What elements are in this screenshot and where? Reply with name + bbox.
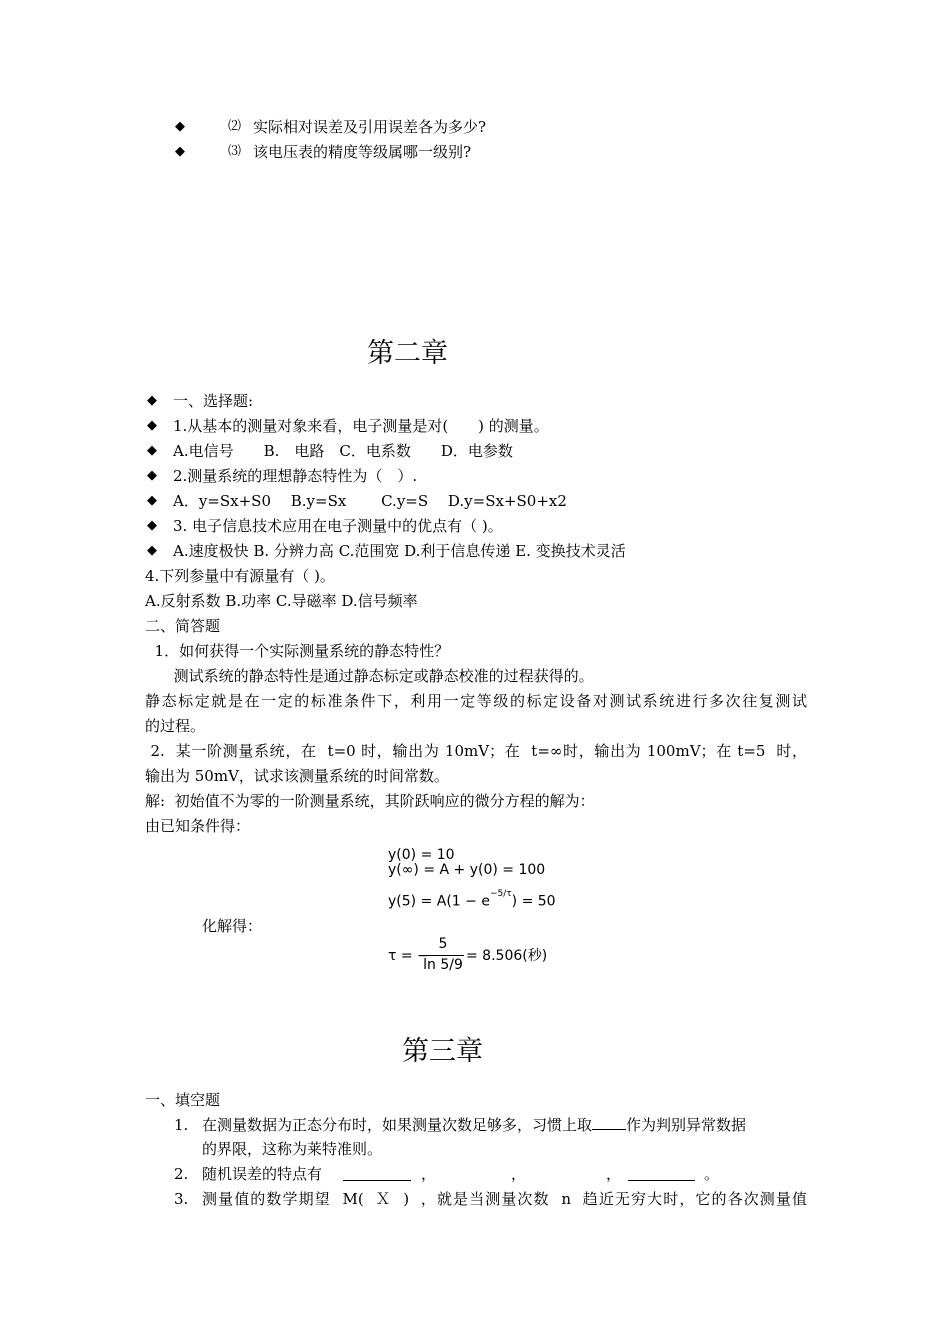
section-heading: 二、简答题: [145, 617, 221, 635]
bullet-diamond-icon: ◆: [147, 443, 157, 458]
item-number: 2.: [174, 1165, 189, 1183]
bullet-diamond-icon: ◆: [147, 518, 157, 533]
chapter-2-title: 第二章: [367, 338, 448, 369]
tau-denominator: ln 5/9: [423, 957, 463, 973]
period: 。: [704, 1165, 720, 1183]
item-text: 的界限，这称为莱特准则。: [202, 1140, 383, 1158]
item-text: 实际相对误差及引用误差各为多少?: [253, 118, 487, 136]
section-heading: 一、填空题: [145, 1091, 221, 1109]
item-text: 该电压表的精度等级属哪一级别?: [253, 143, 472, 161]
equation-3: [388, 889, 556, 911]
paragraph-line: 输出为 50mV，试求该测量系统的时间常数。: [145, 767, 449, 785]
answer-text: 测试系统的静态特性是通过静态标定或静态校准的过程获得的。: [145, 667, 594, 685]
item-number: 3.: [174, 1190, 189, 1208]
tau-lhs: τ = −: [388, 948, 429, 964]
bullet-diamond-icon: ◆: [175, 119, 185, 134]
comma: ，: [421, 1165, 437, 1183]
bullet-diamond-icon: ◆: [147, 493, 157, 508]
solution-line: 解: 初始值不为零的一阶测量系统，其阶跃响应的微分方程的解为：: [145, 792, 595, 810]
paragraph-line: 的过程。: [145, 717, 206, 735]
fill-blank[interactable]: [592, 1115, 626, 1130]
chapter-3-title: 第三章: [402, 1036, 483, 1067]
item-number: ⑵: [228, 119, 242, 134]
paragraph-line: 静态标定就是在一定的标准条件下，利用一定等级的标定设备对测试系统进行多次往复测试: [145, 692, 807, 710]
comma: ，: [511, 1165, 527, 1183]
item-text: [202, 1115, 746, 1135]
condition-line: 由已知条件得：: [145, 817, 251, 835]
equation-3-part: ) = 50: [511, 893, 556, 910]
equation-1: y(0) = 10: [388, 847, 455, 863]
choice-line: 1.从基本的测量对象来看，电子测量是对( ) 的测量。: [173, 417, 549, 435]
choice-line: A．y=Sx+S0 B.y=Sx C.y=S D.y=Sx+S0+x2: [173, 492, 567, 510]
tau-rhs: = 8.506(秒): [466, 948, 548, 964]
short-question-1: 1．如何获得一个实际测量系统的静态特性？: [145, 642, 450, 660]
item-number: ⑶: [228, 144, 242, 159]
choice-line: 一、选择题:: [173, 392, 254, 410]
item-text-part: 作为判别异常数据: [626, 1116, 747, 1134]
choice-line: A.速度极快 B. 分辨力高 C.范围宽 D.利于信息传递 E. 变换技术灵活: [173, 542, 626, 560]
tau-numerator: 5: [438, 936, 448, 952]
bullet-diamond-icon: ◆: [175, 144, 185, 159]
bullet-diamond-icon: ◆: [147, 543, 157, 558]
question-4: 4.下列参量中有源量有（ )。: [145, 567, 335, 585]
equation-3-exponent: −5/τ: [489, 889, 512, 899]
item-text: 测量值的数学期望 M( Ｘ ) ，就是当测量次数 n 趋近无穷大时，它的各次测量值: [202, 1190, 807, 1208]
item-text: 随机误差的特点有: [202, 1165, 323, 1183]
bullet-diamond-icon: ◆: [147, 393, 157, 408]
question-4-options: A.反射系数 B.功率 C.导磁率 D.信号频率: [145, 592, 418, 610]
fill-blank[interactable]: [628, 1166, 695, 1181]
short-question-2: 2. 某一阶测量系统，在 t=0 时，输出为 10mV；在 t=∞时，输出为 100mV；在 t=5 时，: [145, 742, 807, 760]
comma: ，: [606, 1165, 622, 1183]
equation-3-part: y(5) = A(1 − e: [388, 893, 490, 910]
fill-blank[interactable]: [343, 1166, 411, 1181]
choice-line: A.电信号 B. 电路 C．电系数 D．电参数: [173, 442, 513, 460]
bullet-diamond-icon: ◆: [147, 468, 157, 483]
item-number: 1.: [174, 1116, 189, 1134]
choice-line: 3. 电子信息技术应用在电子测量中的优点有（ )。: [173, 517, 503, 535]
bullet-diamond-icon: ◆: [147, 418, 157, 433]
item-text-part: 在测量数据为正态分布时，如果测量次数足够多，习惯上取: [202, 1116, 593, 1134]
equation-2: y(∞) = A + y(0) = 100: [388, 862, 546, 878]
fraction-bar: [422, 955, 464, 956]
choice-line: 2.测量系统的理想静态特性为（ ）.: [173, 467, 418, 485]
simplify-label: 化解得：: [202, 917, 263, 935]
